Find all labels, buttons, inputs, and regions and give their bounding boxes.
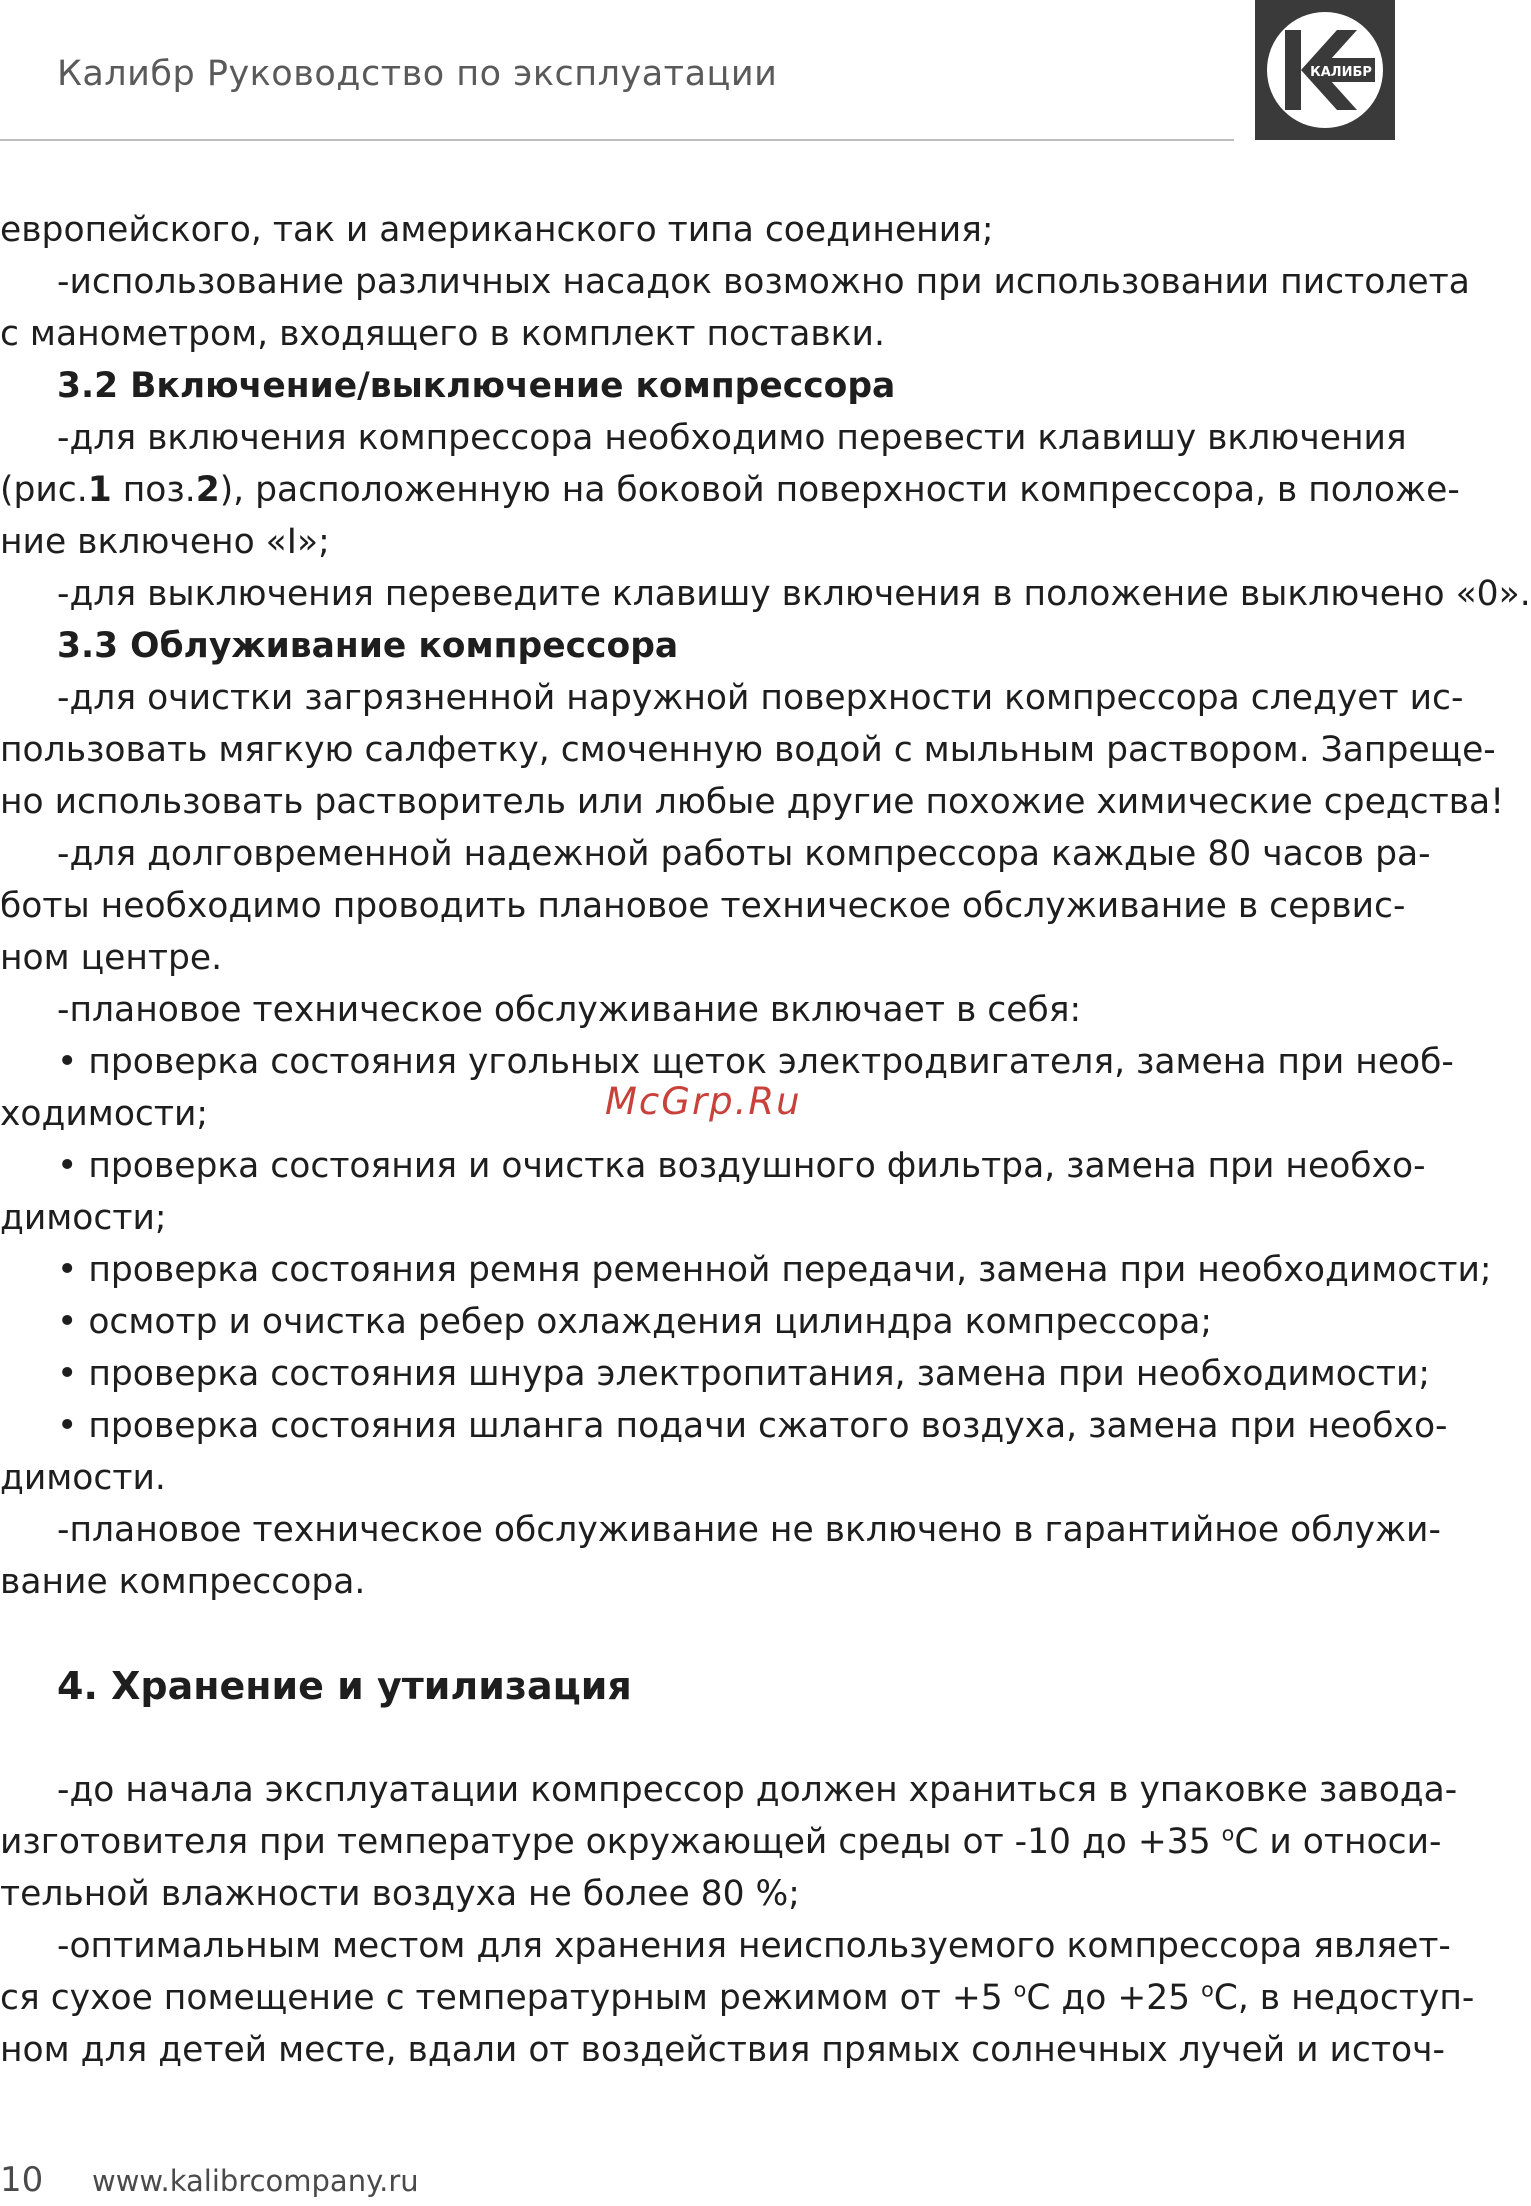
- text-line: ном центре.: [0, 938, 223, 978]
- text-fragment: изготовителя при температуре окружающей среды от -10 до +35: [0, 1822, 1222, 1862]
- list-item: • проверка состояния и очистка воздушного фильтра, замена при необхо-: [57, 1146, 1426, 1186]
- text-fragment: ся сухое помещение с температурным режимом от +5: [0, 1978, 1014, 2018]
- text-line: -оптимальным местом для хранения неиспользуемого компрессора являет-: [57, 1926, 1451, 1966]
- page-number: 10: [0, 2160, 44, 2200]
- text-line: -плановое техническое обслуживание не включено в гарантийное облужи-: [57, 1510, 1441, 1550]
- section-heading-4: 4. Хранение и утилизация: [57, 1664, 632, 1708]
- text-line: -для выключения переведите клавишу включения в положение выключено «0».: [57, 574, 1531, 614]
- logo-text: КАЛИБР: [1310, 65, 1372, 80]
- list-item: • проверка состояния шланга подачи сжатого воздуха, замена при необхо-: [57, 1406, 1448, 1446]
- degree-mark: o: [1201, 1977, 1214, 2002]
- watermark: McGrp.Ru: [605, 1080, 802, 1123]
- text-line: [0, 1816, 1442, 1868]
- list-item: • проверка состояния шнура электропитания, замена при необходимости;: [57, 1354, 1431, 1394]
- footer-url[interactable]: www.kalibrcompany.ru: [92, 2164, 419, 2198]
- text-line: [0, 1972, 1475, 2024]
- text-line: димости;: [0, 1198, 167, 1238]
- text-line: боты необходимо проводить плановое техническое обслуживание в сервис-: [0, 886, 1406, 926]
- header-divider: [0, 139, 1234, 141]
- text-line: -для долговременной надежной работы компрессора каждые 80 часов ра-: [57, 834, 1431, 874]
- text-fragment: (рис.: [0, 470, 88, 510]
- text-line: ние включено «I»;: [0, 522, 330, 562]
- text-line: [0, 464, 1460, 516]
- kalibr-logo: [1255, 0, 1395, 140]
- list-item: • проверка состояния ремня ременной передачи, замена при необходимости;: [57, 1250, 1492, 1290]
- text-fragment: С и относи-: [1234, 1822, 1442, 1862]
- text-line: с манометром, входящего в комплект поставки.: [0, 314, 885, 354]
- document-body: [0, 204, 1531, 2076]
- kalibr-logo-icon: [1255, 0, 1395, 140]
- section-heading-3-2: 3.2 Включение/выключение компрессора: [57, 366, 896, 406]
- text-fragment: С, в недоступ-: [1213, 1978, 1475, 2018]
- text-line: вание компрессора.: [0, 1562, 366, 1602]
- spacer: [0, 1712, 1395, 1764]
- text-fragment: поз.: [111, 470, 196, 510]
- text-line: ходимости;: [0, 1094, 209, 1134]
- figure-ref: 1: [87, 470, 112, 510]
- text-fragment: ), расположенную на боковой поверхности компрессора, в положе-: [219, 470, 1460, 510]
- text-line: пользовать мягкую салфетку, смоченную водой с мыльным раствором. Запреще-: [0, 730, 1496, 770]
- degree-mark: o: [1221, 1821, 1235, 1846]
- header-title: Калибр Руководство по эксплуатации: [57, 54, 778, 94]
- text-line: димости.: [0, 1458, 166, 1498]
- text-line: -для очистки загрязненной наружной поверхности компрессора следует ис-: [57, 678, 1464, 718]
- text-line: -до начала эксплуатации компрессор должен храниться в упаковке завода-: [57, 1770, 1458, 1810]
- degree-mark: o: [1013, 1977, 1027, 2002]
- position-ref: 2: [195, 470, 220, 510]
- text-line: -плановое техническое обслуживание включает в себя:: [57, 990, 1082, 1030]
- text-line: -для включения компрессора необходимо перевести клавишу включения: [57, 418, 1407, 458]
- text-line: европейского, так и американского типа соединения;: [0, 210, 994, 250]
- text-line: но использовать растворитель или любые другие похожие химические средства!: [0, 782, 1505, 822]
- spacer: [0, 1608, 1395, 1660]
- text-line: ном для детей месте, вдали от воздействия прямых солнечных лучей и источ-: [0, 2030, 1445, 2070]
- list-item: • проверка состояния угольных щеток электродвигателя, замена при необ-: [57, 1042, 1454, 1082]
- list-item: • осмотр и очистка ребер охлаждения цилиндра компрессора;: [57, 1302, 1213, 1342]
- text-fragment: С до +25: [1026, 1978, 1202, 2018]
- text-line: -использование различных насадок возможно при использовании пистолета: [57, 262, 1470, 302]
- text-line: тельной влажности воздуха не более 80 %;: [0, 1874, 800, 1914]
- section-heading-3-3: 3.3 Облуживание компрессора: [57, 626, 679, 666]
